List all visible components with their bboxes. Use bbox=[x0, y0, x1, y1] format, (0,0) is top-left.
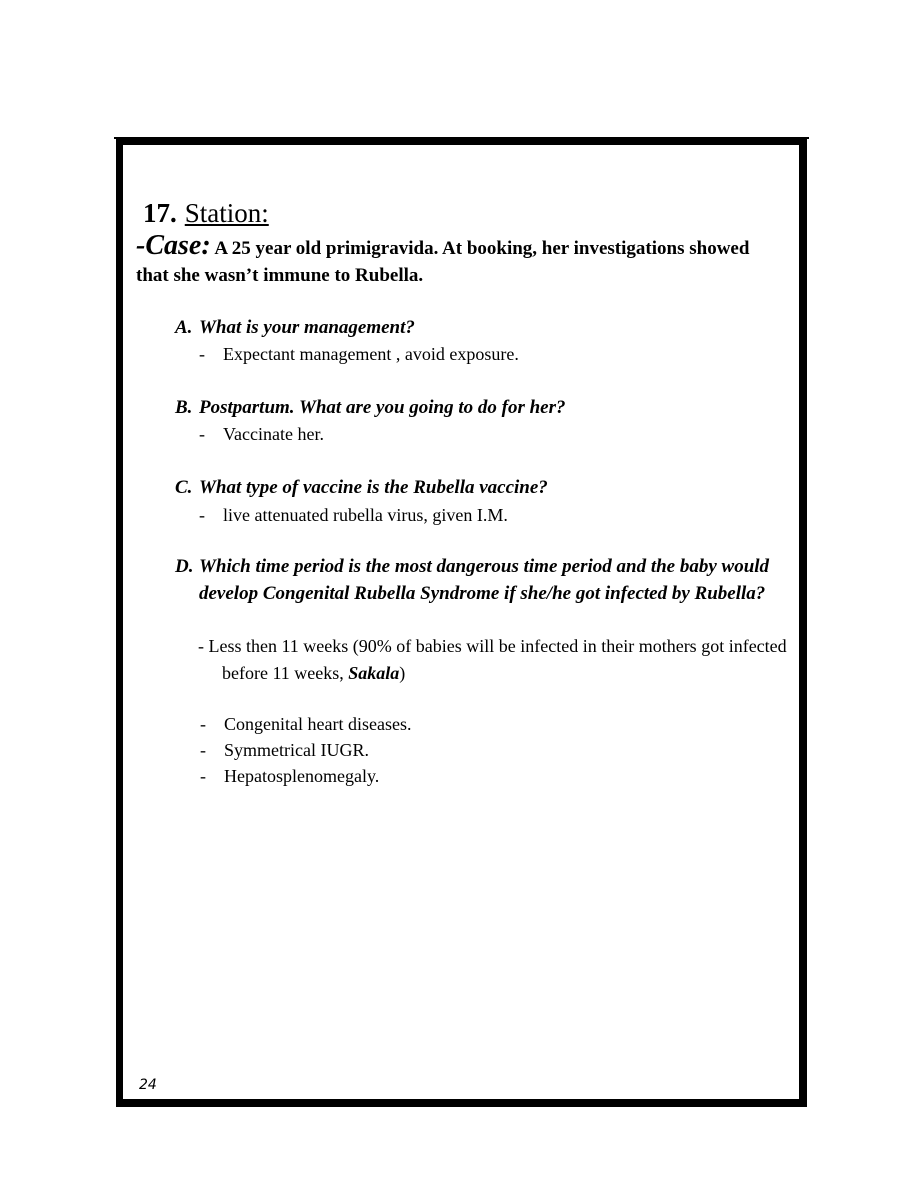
feature-item bbox=[200, 763, 379, 789]
feature-dash: - bbox=[200, 766, 206, 786]
station-label: Station: bbox=[184, 198, 269, 228]
answer-a bbox=[199, 341, 519, 367]
answer-d bbox=[198, 633, 812, 687]
question-letter: B. bbox=[175, 397, 193, 418]
answer-dash: - bbox=[199, 505, 205, 525]
answer-text: - Less then 11 weeks (90% of babies will be infected in their mothers got infected before 11 weeks, bbox=[198, 636, 787, 683]
question-d bbox=[175, 553, 809, 607]
page-number: 24 bbox=[139, 1077, 157, 1093]
answer-text: Vaccinate her. bbox=[223, 424, 324, 444]
answer-dash: - bbox=[199, 424, 205, 444]
feature-item bbox=[200, 737, 369, 763]
feature-text: Symmetrical IUGR. bbox=[224, 740, 369, 760]
answer-dash: - bbox=[199, 344, 205, 364]
case-label: -Case: bbox=[136, 230, 211, 261]
question-text: Postpartum. What are you going to do for her? bbox=[199, 397, 566, 418]
question-b bbox=[175, 394, 566, 421]
feature-text: Congenital heart diseases. bbox=[224, 714, 412, 734]
answer-text: live attenuated rubella virus, given I.M. bbox=[223, 505, 508, 525]
question-letter: D. bbox=[175, 556, 194, 577]
question-a bbox=[175, 314, 415, 341]
question-text: What type of vaccine is the Rubella vaccine? bbox=[199, 477, 548, 498]
question-text: What is your management? bbox=[199, 317, 415, 338]
feature-dash: - bbox=[200, 740, 206, 760]
question-letter: C. bbox=[175, 477, 193, 498]
feature-dash: - bbox=[200, 714, 206, 734]
question-c bbox=[175, 474, 548, 501]
answer-source: Sakala bbox=[348, 663, 400, 683]
answer-b bbox=[199, 421, 324, 447]
station-number: 17. bbox=[143, 198, 177, 228]
answer-close: ) bbox=[399, 663, 406, 683]
feature-text: Hepatosplenomegaly. bbox=[224, 766, 380, 786]
question-letter: A. bbox=[175, 317, 193, 338]
case-description bbox=[136, 232, 776, 289]
answer-text: Expectant management , avoid exposure. bbox=[223, 344, 519, 364]
answer-c bbox=[199, 502, 508, 528]
feature-item bbox=[200, 711, 411, 737]
question-text: Which time period is the most dangerous time period and the baby would develop Congenital Rubella Syndrome if she/he got infected by Rubella? bbox=[199, 556, 770, 604]
station-heading bbox=[143, 197, 269, 229]
case-text: A 25 year old primigravida. At booking, her investigations showed that she wasn’t immune to Rubella. bbox=[136, 238, 750, 286]
